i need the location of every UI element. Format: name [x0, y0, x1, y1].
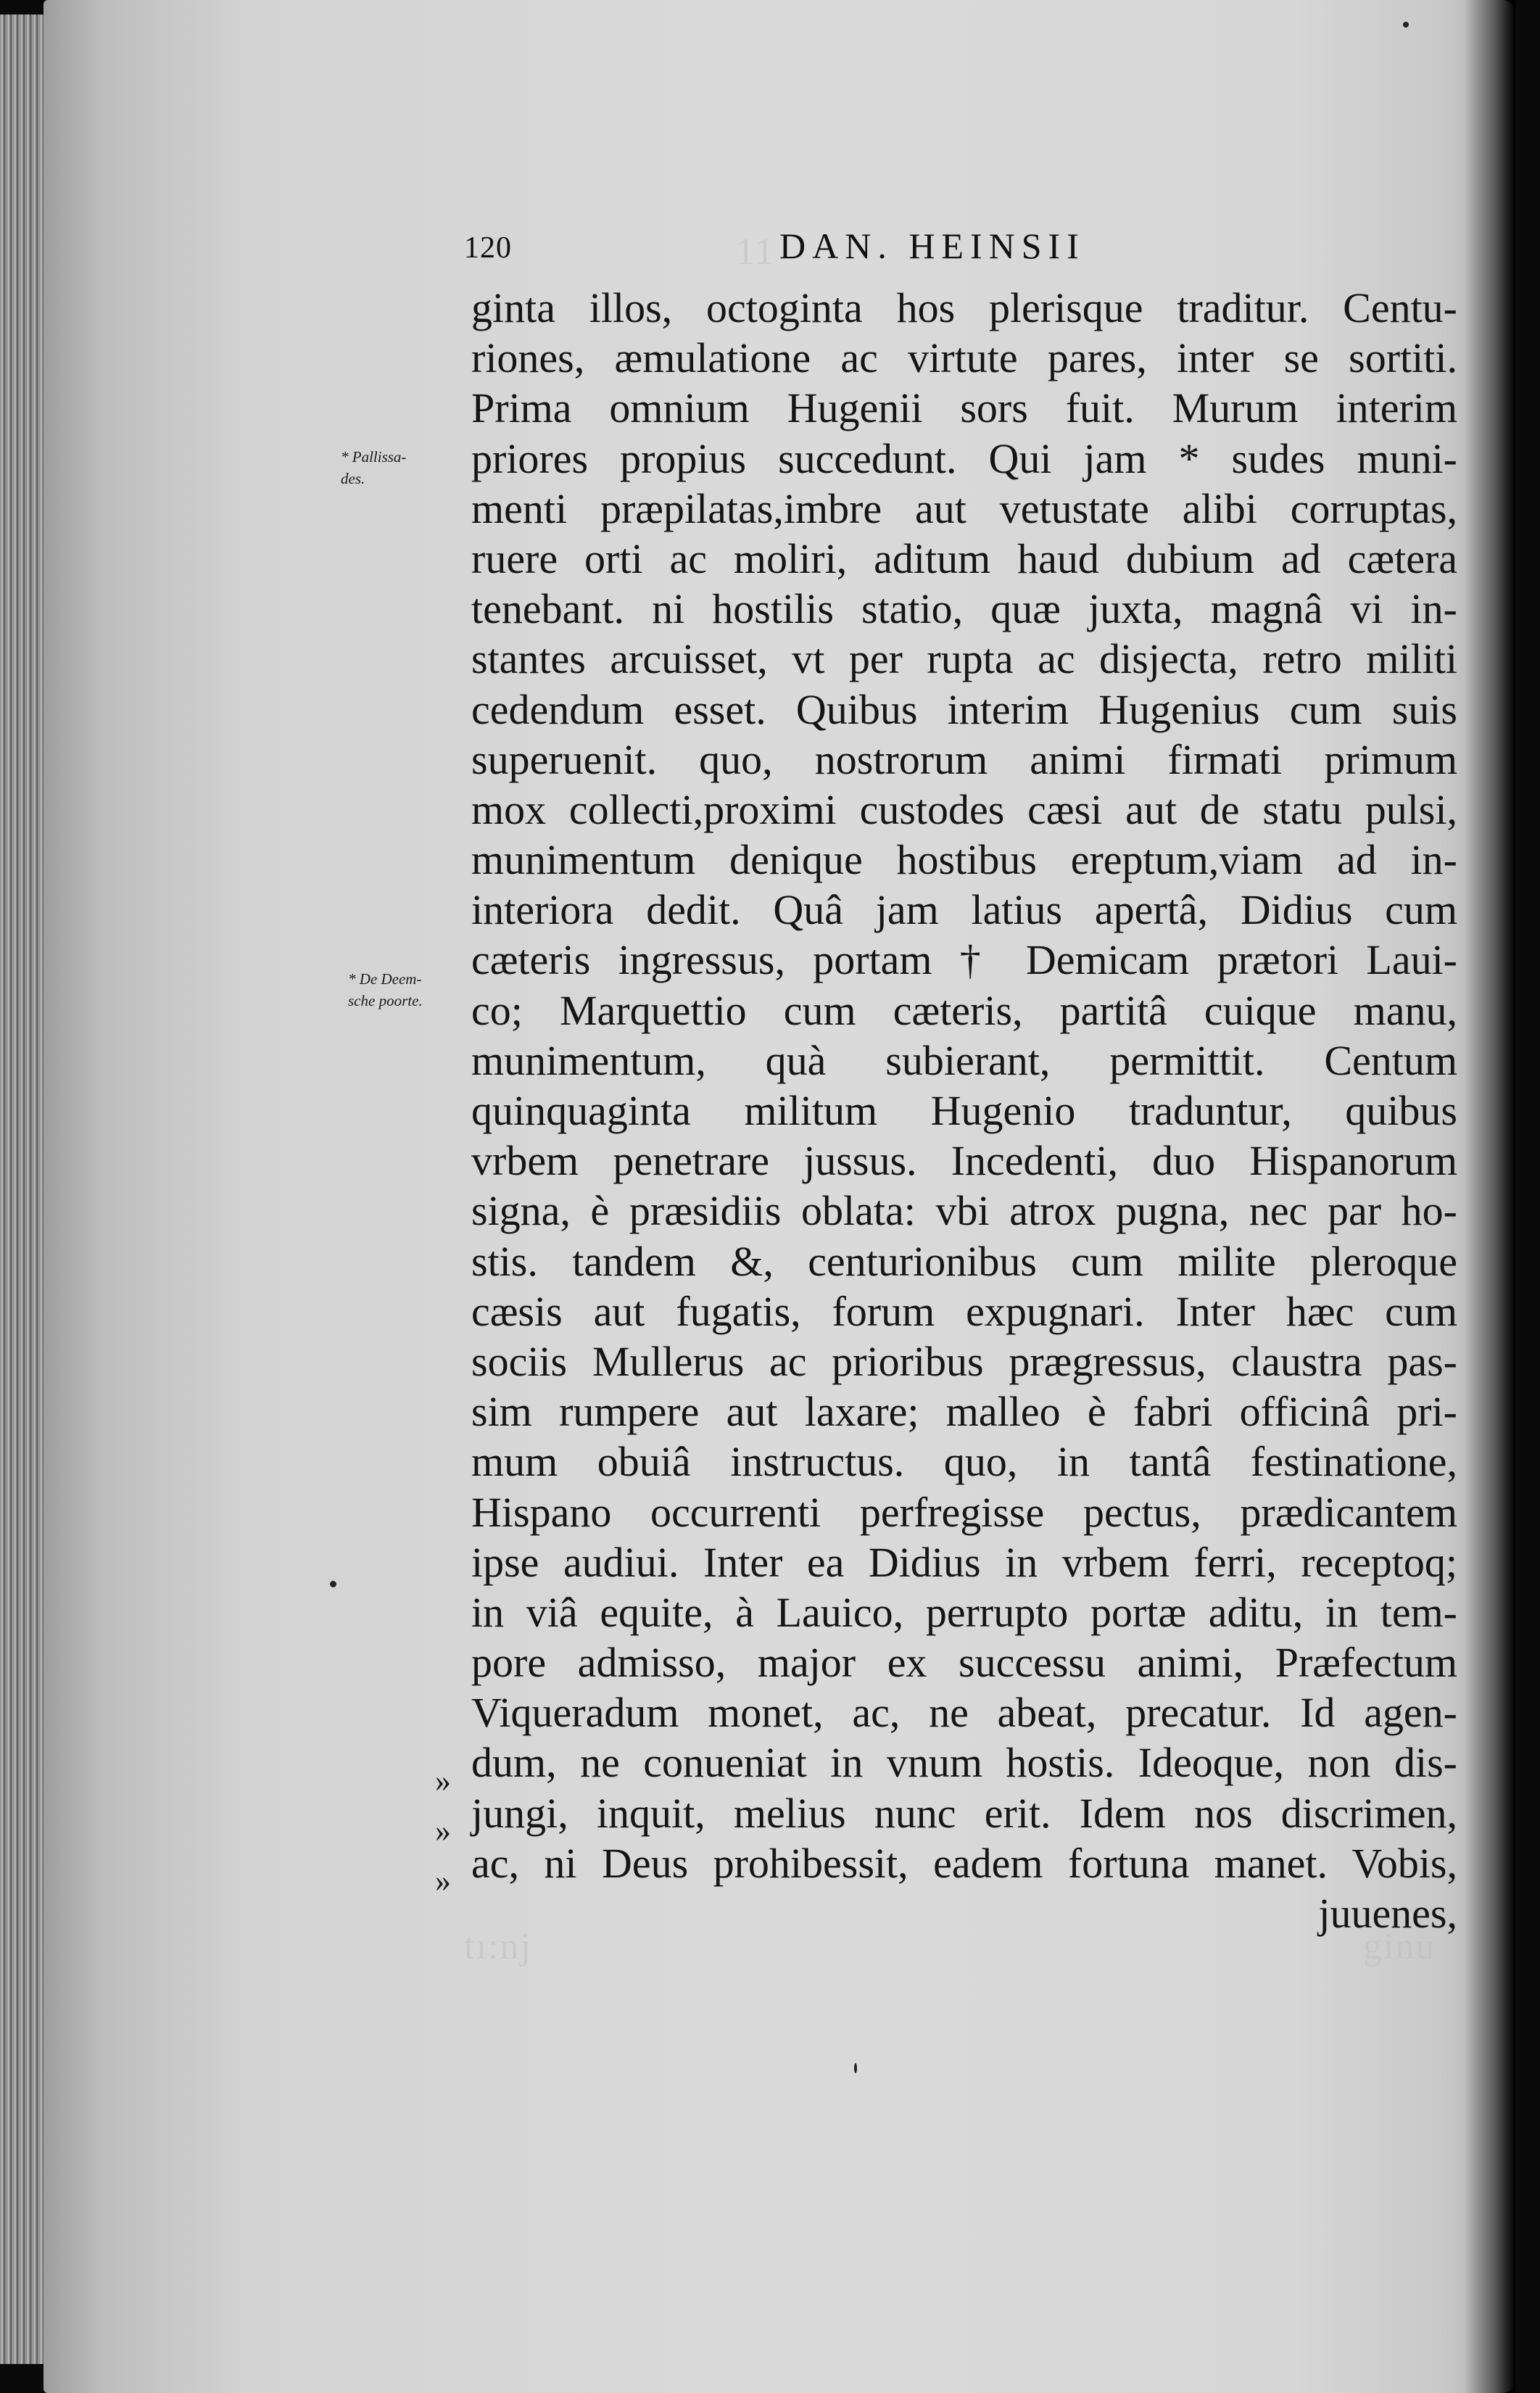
catchword: juuenes, — [1318, 1890, 1457, 1937]
text-line: ruere orti ac moliri, aditum haud dubium ad cætera — [471, 534, 1457, 582]
text-line: munimentum denique hostibus ereptum,viam ad in- — [471, 836, 1457, 884]
quotation-mark: » — [435, 1763, 451, 1798]
text-line: vrbem penetrare jussus. Incedenti, duo Hispanorum — [471, 1137, 1457, 1185]
marginal-note-marker: * Pallissa- — [341, 448, 407, 466]
dust-speck — [1403, 22, 1409, 28]
running-title: DAN. HEINSII — [779, 226, 1085, 266]
text-line: cæsis aut fugatis, forum expugnari. Inter hæc cum — [471, 1287, 1457, 1335]
marginal-note-continuation: sche poorte. — [348, 992, 423, 1009]
text-line: stis. tandem &, centurionibus cum milite pleroque — [471, 1237, 1457, 1285]
text-line: jungi, inquit, melius nunc erit. Idem nos discrimen, — [471, 1789, 1457, 1837]
show-through-mark: 11 — [736, 231, 776, 273]
text-line: interiora dedit. Quâ jam latius apertâ, Didius cum — [471, 886, 1457, 934]
text-line: co; Marquettio cum cæteris, partitâ cuique manu, — [471, 986, 1457, 1034]
text-line: mox collecti,proximi custodes cæsi aut de statu pulsi, — [471, 785, 1457, 833]
marginal-note — [341, 446, 457, 489]
body-text — [471, 283, 1457, 1938]
page-gutter-shadow — [1465, 0, 1515, 2393]
text-line: priores propius succedunt. Qui jam * sudes muni- — [471, 434, 1457, 482]
text-line: stantes arcuisset, vt per rupta ac disjecta, retro militi — [471, 635, 1457, 683]
text-line: quinquaginta militum Hugenio traduntur, quibus — [471, 1087, 1457, 1134]
marginal-note-continuation: des. — [341, 470, 365, 487]
text-line: Prima omnium Hugenii sors fuit. Murum interim — [471, 384, 1457, 432]
text-line: tenebant. ni hostilis statio, quæ juxta, magnâ vi in- — [471, 585, 1457, 633]
marginal-note — [348, 968, 464, 1012]
text-line: in viâ equite, à Lauico, perrupto portæ aditu, in tem- — [471, 1588, 1457, 1636]
text-line: munimentum, quà subierant, permittit. Centum — [471, 1036, 1457, 1084]
text-line: Viqueradum monet, ac, ne abeat, precatur. Id agen- — [471, 1689, 1457, 1737]
marginal-note-marker: * De Deem- — [348, 970, 422, 988]
dust-speck — [854, 2063, 857, 2073]
text-line: signa, è præsidiis oblata: vbi atrox pugna, nec par ho- — [471, 1187, 1457, 1235]
running-head — [0, 226, 1540, 274]
show-through-mark: ginu — [1363, 1926, 1436, 1967]
text-line: cedendum esset. Quibus interim Hugenius cum suis — [471, 685, 1457, 733]
show-through-mark: tı:nj — [464, 1926, 532, 1967]
quotation-mark: » — [435, 1863, 451, 1898]
quotation-mark: » — [435, 1813, 451, 1848]
text-line: menti præpilatas,imbre aut vetustate alibi corruptas, — [471, 484, 1457, 532]
text-line: cæteris ingressus, portam † Demicam prætori Laui- — [471, 936, 1457, 984]
text-line: ginta illos, octoginta hos plerisque traditur. Centu- — [471, 284, 1457, 331]
text-line: superuenit. quo, nostrorum animi firmati primum — [471, 735, 1457, 783]
text-line: ipse audiui. Inter ea Didius in vrbem ferri, receptoq; — [471, 1538, 1457, 1586]
text-line: riones, æmulatione ac virtute pares, inter se sortiti. — [471, 334, 1457, 382]
text-line: sociis Mullerus ac prioribus prægressus, claustra pas- — [471, 1337, 1457, 1385]
page-number: 120 — [464, 231, 512, 265]
text-line: dum, ne conueniat in vnum hostis. Ideoque, non dis- — [471, 1739, 1457, 1787]
text-line: mum obuiâ instructus. quo, in tantâ festinatione, — [471, 1438, 1457, 1486]
text-line: sim rumpere aut laxare; malleo è fabri officinâ pri- — [471, 1388, 1457, 1436]
dust-speck — [330, 1581, 336, 1587]
text-line: ac, ni Deus prohibessit, eadem fortuna manet. Vobis, — [471, 1839, 1457, 1887]
text-line: Hispano occurrenti perfregisse pectus, prædicantem — [471, 1488, 1457, 1536]
text-line: pore admisso, major ex successu animi, Præfectum — [471, 1639, 1457, 1687]
